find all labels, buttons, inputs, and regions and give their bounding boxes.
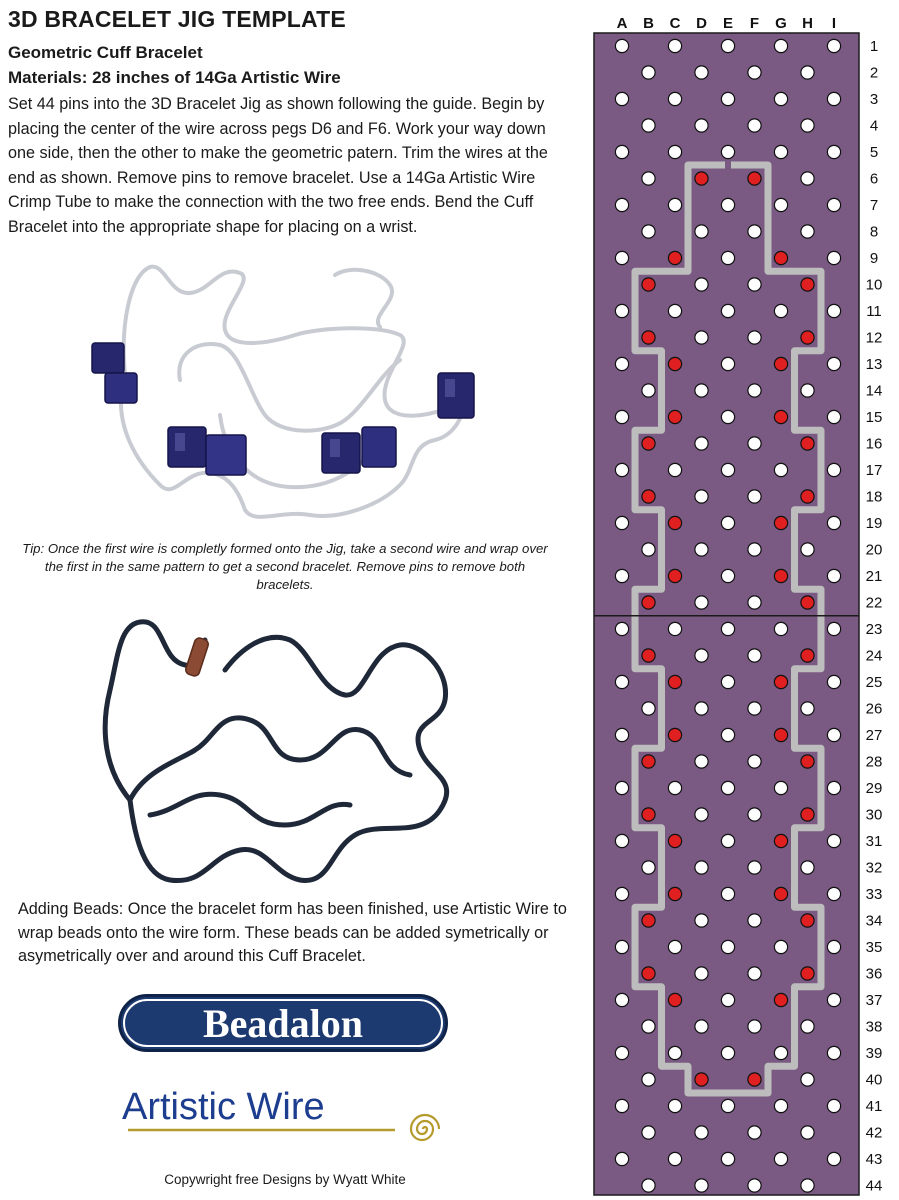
peg-e11 [721,304,734,317]
peg-i19 [827,516,840,529]
row-label-32: 32 [865,859,883,877]
peg-b8 [642,225,655,238]
peg-d18 [695,490,708,503]
peg-a19 [615,516,628,529]
peg-e1 [721,39,734,52]
peg-e29 [721,781,734,794]
active-peg-b24 [642,649,655,662]
peg-e5 [721,145,734,158]
peg-c7 [668,198,681,211]
adding-beads-paragraph: Adding Beads: Once the bracelet form has been finished, use Artistic Wire to wrap beads onto the wire form. These beads can be added symetrically or asymetrically over and around this Cuff Bracelet. [18,900,567,965]
peg-h40 [801,1073,814,1086]
peg-d22 [695,596,708,609]
peg-b32 [642,861,655,874]
peg-i9 [827,251,840,264]
row-label-40: 40 [865,1071,883,1089]
peg-d34 [695,914,708,927]
row-label-6: 6 [869,170,879,188]
peg-d16 [695,437,708,450]
row-label-25: 25 [865,674,883,691]
page-title: 3D BRACELET JIG TEMPLATE [8,6,346,32]
row-label-16: 16 [865,435,883,453]
active-peg-g33 [774,887,787,900]
peg-c5 [668,145,681,158]
active-peg-c27 [668,728,681,741]
peg-f38 [748,1020,761,1033]
peg-i5 [827,145,840,158]
peg-g23 [774,622,787,635]
peg-g5 [774,145,787,158]
peg-a31 [615,834,628,847]
active-peg-h22 [801,596,814,609]
active-peg-c33 [668,887,681,900]
peg-c11 [668,304,681,317]
peg-f42 [748,1126,761,1139]
peg-f4 [748,119,761,132]
active-peg-b16 [642,437,655,450]
row-label-2: 2 [869,64,879,82]
row-label-23: 23 [865,621,883,638]
row-label-35: 35 [865,939,883,956]
peg-g41 [774,1099,787,1112]
active-peg-h10 [801,278,814,291]
peg-e39 [721,1046,734,1059]
row-label-30: 30 [865,806,883,824]
active-peg-g27 [774,728,787,741]
peg-d32 [695,861,708,874]
active-peg-b22 [642,596,655,609]
peg-e3 [721,92,734,105]
active-peg-c31 [668,834,681,847]
peg-i21 [827,569,840,582]
row-label-27: 27 [865,727,883,744]
peg-d36 [695,967,708,980]
peg-i7 [827,198,840,211]
column-label-f: F [749,15,760,32]
peg-a9 [615,251,628,264]
peg-h8 [801,225,814,238]
peg-b38 [642,1020,655,1033]
peg-b14 [642,384,655,397]
active-peg-h18 [801,490,814,503]
peg-i15 [827,410,840,423]
peg-a37 [615,993,628,1006]
peg-e7 [721,198,734,211]
active-peg-c25 [668,675,681,688]
row-label-42: 42 [865,1124,883,1142]
peg-h20 [801,543,814,556]
active-peg-g9 [774,251,787,264]
peg-e27 [721,728,734,741]
row-label-13: 13 [865,356,883,373]
peg-g29 [774,781,787,794]
active-peg-g21 [774,569,787,582]
peg-b4 [642,119,655,132]
active-peg-c9 [668,251,681,264]
peg-f2 [748,66,761,79]
active-peg-h34 [801,914,814,927]
peg-e25 [721,675,734,688]
peg-b42 [642,1126,655,1139]
peg-h44 [801,1179,814,1192]
row-label-4: 4 [869,117,879,135]
row-label-36: 36 [865,965,883,983]
row-label-18: 18 [865,488,883,506]
peg-f44 [748,1179,761,1192]
row-label-34: 34 [865,912,883,930]
peg-a39 [615,1046,628,1059]
peg-d2 [695,66,708,79]
peg-f36 [748,967,761,980]
peg-g1 [774,39,787,52]
peg-g17 [774,463,787,476]
row-label-26: 26 [865,700,883,718]
row-label-37: 37 [865,992,883,1009]
peg-d28 [695,755,708,768]
peg-d24 [695,649,708,662]
peg-d26 [695,702,708,715]
active-peg-b36 [642,967,655,980]
active-peg-c37 [668,993,681,1006]
peg-g39 [774,1046,787,1059]
active-peg-g37 [774,993,787,1006]
row-label-29: 29 [865,780,883,797]
peg-e35 [721,940,734,953]
column-label-b: B [643,15,654,32]
row-label-21: 21 [865,568,883,585]
peg-a3 [615,92,628,105]
peg-g11 [774,304,787,317]
peg-i13 [827,357,840,370]
row-label-31: 31 [865,833,883,850]
row-label-17: 17 [865,462,883,479]
peg-a29 [615,781,628,794]
row-label-7: 7 [869,197,879,214]
active-peg-h12 [801,331,814,344]
peg-d42 [695,1126,708,1139]
row-label-39: 39 [865,1045,883,1062]
peg-b44 [642,1179,655,1192]
peg-c1 [668,39,681,52]
peg-b20 [642,543,655,556]
row-label-9: 9 [869,250,879,267]
active-peg-b10 [642,278,655,291]
peg-b6 [642,172,655,185]
peg-i33 [827,887,840,900]
peg-d20 [695,543,708,556]
active-peg-b28 [642,755,655,768]
peg-d30 [695,808,708,821]
row-label-41: 41 [865,1098,883,1115]
peg-d12 [695,331,708,344]
row-label-38: 38 [865,1018,883,1036]
peg-f22 [748,596,761,609]
peg-e21 [721,569,734,582]
peg-f20 [748,543,761,556]
peg-i29 [827,781,840,794]
peg-d38 [695,1020,708,1033]
active-peg-b12 [642,331,655,344]
peg-f10 [748,278,761,291]
peg-b40 [642,1073,655,1086]
peg-c39 [668,1046,681,1059]
peg-a7 [615,198,628,211]
peg-a33 [615,887,628,900]
wire-path [635,165,821,1093]
peg-c3 [668,92,681,105]
column-label-i: I [831,15,837,32]
peg-c43 [668,1152,681,1165]
column-label-g: G [775,15,787,32]
peg-f34 [748,914,761,927]
peg-c29 [668,781,681,794]
row-label-8: 8 [869,223,879,241]
peg-f12 [748,331,761,344]
peg-a35 [615,940,628,953]
peg-g43 [774,1152,787,1165]
active-peg-g25 [774,675,787,688]
peg-b2 [642,66,655,79]
peg-d10 [695,278,708,291]
peg-e9 [721,251,734,264]
row-label-1: 1 [869,38,879,55]
peg-a5 [615,145,628,158]
active-peg-b34 [642,914,655,927]
peg-f16 [748,437,761,450]
peg-h38 [801,1020,814,1033]
row-label-43: 43 [865,1151,883,1168]
active-peg-d40 [695,1073,708,1086]
peg-i23 [827,622,840,635]
peg-h32 [801,861,814,874]
peg-i37 [827,993,840,1006]
peg-i39 [827,1046,840,1059]
svg-text:Beadalon: Beadalon [202,1001,364,1046]
peg-e23 [721,622,734,635]
peg-f32 [748,861,761,874]
active-peg-g15 [774,410,787,423]
peg-i3 [827,92,840,105]
peg-c41 [668,1099,681,1112]
peg-e33 [721,887,734,900]
peg-e15 [721,410,734,423]
active-peg-h36 [801,967,814,980]
row-label-14: 14 [865,382,883,400]
peg-d14 [695,384,708,397]
peg-i1 [827,39,840,52]
peg-g7 [774,198,787,211]
peg-i35 [827,940,840,953]
peg-h2 [801,66,814,79]
peg-a27 [615,728,628,741]
row-label-11: 11 [866,303,882,320]
column-label-h: H [802,15,813,32]
active-peg-g31 [774,834,787,847]
peg-a13 [615,357,628,370]
active-peg-b18 [642,490,655,503]
peg-a21 [615,569,628,582]
peg-i17 [827,463,840,476]
peg-e17 [721,463,734,476]
active-peg-h24 [801,649,814,662]
peg-i41 [827,1099,840,1112]
peg-e37 [721,993,734,1006]
peg-i11 [827,304,840,317]
active-peg-c13 [668,357,681,370]
peg-f14 [748,384,761,397]
peg-a15 [615,410,628,423]
row-label-19: 19 [865,515,883,532]
active-peg-c19 [668,516,681,529]
column-label-c: C [669,15,681,32]
peg-h26 [801,702,814,715]
peg-h42 [801,1126,814,1139]
copyright-line: Copywright free Designs by Wyatt White [164,1172,406,1187]
peg-a1 [615,39,628,52]
artistic-wire-logo [120,1074,450,1154]
peg-i27 [827,728,840,741]
row-label-44: 44 [865,1177,883,1195]
svg-text:Artistic Wire: Artistic Wire [122,1086,325,1128]
peg-d4 [695,119,708,132]
row-label-20: 20 [865,541,883,559]
peg-a25 [615,675,628,688]
peg-h6 [801,172,814,185]
row-label-28: 28 [865,753,883,771]
row-label-33: 33 [865,886,883,903]
peg-c17 [668,463,681,476]
active-peg-g13 [774,357,787,370]
peg-i43 [827,1152,840,1165]
peg-h4 [801,119,814,132]
column-label-e: E [722,15,734,32]
peg-e43 [721,1152,734,1165]
peg-c23 [668,622,681,635]
peg-a17 [615,463,628,476]
active-peg-c21 [668,569,681,582]
row-label-12: 12 [865,329,883,347]
peg-d8 [695,225,708,238]
row-label-10: 10 [865,276,883,294]
active-peg-h28 [801,755,814,768]
peg-f26 [748,702,761,715]
project-subtitle: Geometric Cuff Bracelet [8,43,203,62]
peg-f30 [748,808,761,821]
peg-g35 [774,940,787,953]
peg-e13 [721,357,734,370]
beadalon-logo [118,994,448,1052]
active-peg-h30 [801,808,814,821]
peg-a43 [615,1152,628,1165]
column-label-d: D [696,15,707,32]
peg-b26 [642,702,655,715]
materials-line: Materials: 28 inches of 14Ga Artistic Wire [8,68,341,87]
silver-bracelet-photo [80,255,490,535]
active-peg-f40 [748,1073,761,1086]
tip-note: Tip: Once the first wire is completly formed onto the Jig, take a second wire and wrap over the first in the same pattern to get a second bracelet. Remove pins to remove both bracelets. [22,541,548,592]
active-peg-d6 [695,172,708,185]
peg-f24 [748,649,761,662]
active-peg-g19 [774,516,787,529]
peg-h14 [801,384,814,397]
active-peg-c15 [668,410,681,423]
jig-board-background [594,33,859,1195]
peg-f28 [748,755,761,768]
peg-e19 [721,516,734,529]
peg-a41 [615,1099,628,1112]
peg-f8 [748,225,761,238]
instructions-paragraph: Set 44 pins into the 3D Bracelet Jig as shown following the guide. Begin by placing the center of the wire across pegs D6 and F6. Work your way down one side, then the other to make the geometric patern. Trim the wires at the end as shown. Remove pins to remove bracelet. Use a 14Ga Artistic Wire Crimp Tube to make the connection with the two free ends. Bend the Cuff Bracelet into the appropriate shape for placing on a wrist. [8,95,548,236]
peg-e31 [721,834,734,847]
peg-g3 [774,92,787,105]
row-label-15: 15 [865,409,883,426]
black-bracelet-photo [90,610,480,900]
active-peg-f6 [748,172,761,185]
peg-a23 [615,622,628,635]
active-peg-h16 [801,437,814,450]
peg-i31 [827,834,840,847]
peg-c35 [668,940,681,953]
peg-a11 [615,304,628,317]
row-label-5: 5 [869,144,879,161]
peg-e41 [721,1099,734,1112]
row-label-22: 22 [865,594,883,612]
column-label-a: A [616,15,628,32]
row-label-3: 3 [869,91,879,108]
active-peg-b30 [642,808,655,821]
peg-i25 [827,675,840,688]
row-label-24: 24 [865,647,883,665]
peg-d44 [695,1179,708,1192]
peg-f18 [748,490,761,503]
